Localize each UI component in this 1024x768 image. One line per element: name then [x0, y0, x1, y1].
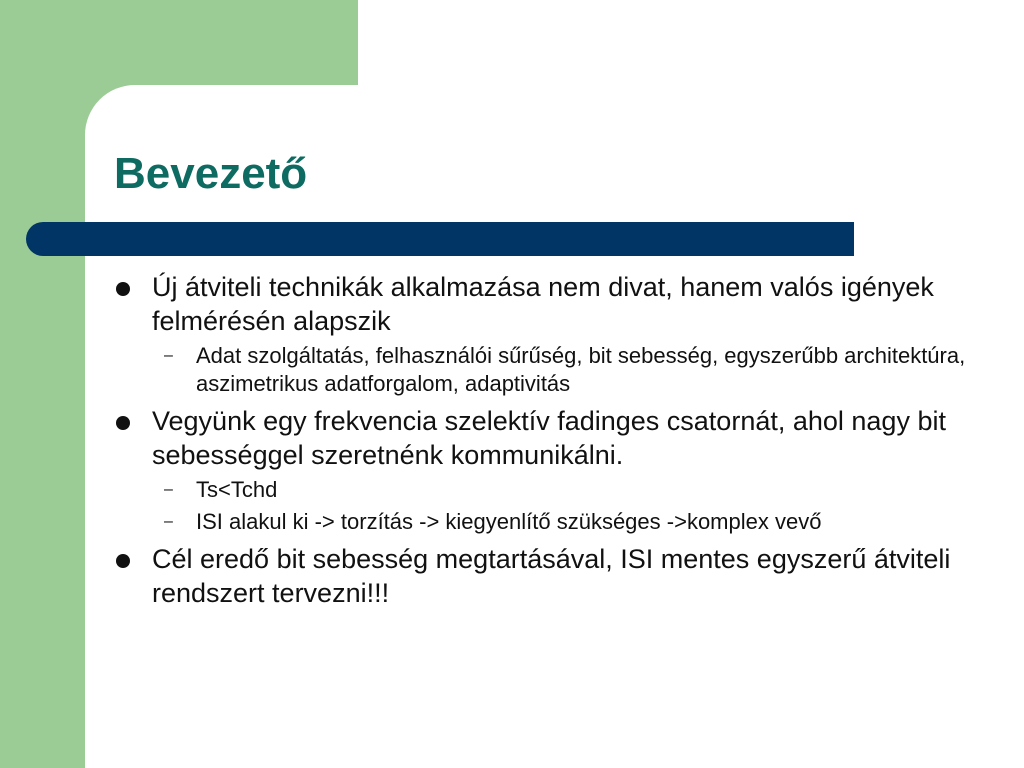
slide-title: Bevezető — [114, 149, 308, 198]
bullet-dot-icon — [116, 282, 130, 296]
sub-bullet-text: ISI alakul ki -> torzítás -> kiegyenlítő szükséges ->komplex vevő — [196, 509, 822, 534]
bullet-item — [114, 542, 974, 610]
sub-bullet-item — [164, 342, 974, 398]
sub-bullet-text: Ts<Tchd — [196, 477, 278, 502]
bullet-item — [114, 404, 974, 472]
bullet-text: Új átviteli technikák alkalmazása nem divat, hanem valós igények felmérésén alapszik — [152, 272, 934, 336]
bullet-text: Cél eredő bit sebesség megtartásával, ISI mentes egyszerű átviteli rendszert tervezni!!! — [152, 544, 951, 608]
title-underline-bar — [26, 222, 854, 256]
sub-bullet-text: Adat szolgáltatás, felhasználói sűrűség, bit sebesség, egyszerűbb architektúra, aszimetrikus adatforgalom, adaptivitás — [196, 343, 966, 396]
bullet-text: Vegyünk egy frekvencia szelektív fadinges csatornát, ahol nagy bit sebességgel szeretnénk kommunikálni. — [152, 406, 946, 470]
dash-icon: – — [164, 347, 173, 364]
bullet-item — [114, 270, 974, 338]
bullet-dot-icon — [116, 416, 130, 430]
sub-bullet-item — [164, 508, 974, 536]
dash-icon: – — [164, 481, 173, 498]
dash-icon: – — [164, 513, 173, 530]
sub-bullet-item — [164, 476, 974, 504]
bullet-list — [114, 270, 974, 610]
bullet-dot-icon — [116, 554, 130, 568]
